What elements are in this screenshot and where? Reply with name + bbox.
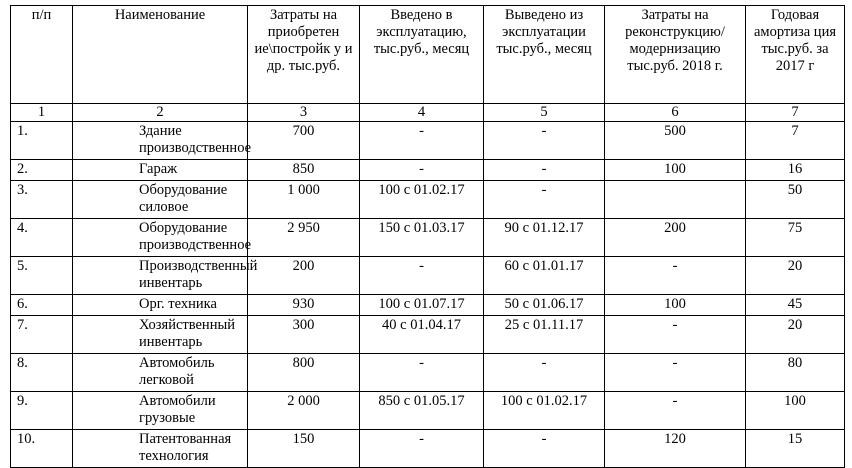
cost-cell: 200	[248, 257, 360, 295]
table-row	[11, 354, 845, 392]
asset-name: Автомобили грузовые	[73, 392, 248, 430]
column-number: 1	[11, 104, 73, 122]
reconstruction-cell: 120	[605, 430, 746, 468]
amortization-cell: 7	[746, 122, 845, 160]
column-number: 7	[746, 104, 845, 122]
row-number: 7.	[11, 316, 73, 354]
table-row	[11, 392, 845, 430]
commissioned-cell: -	[360, 257, 484, 295]
row-number: 6.	[11, 295, 73, 316]
table-row	[11, 122, 845, 160]
header-commissioned: Введено в эксплуатацию, тыс.руб., месяц	[360, 6, 484, 104]
row-number: 10.	[11, 430, 73, 468]
asset-name: Производственный инвентарь	[73, 257, 248, 295]
header-row	[11, 6, 845, 104]
reconstruction-cell	[605, 181, 746, 219]
asset-name: Орг. техника	[73, 295, 248, 316]
asset-name: Хозяйственный инвентарь	[73, 316, 248, 354]
asset-table	[10, 5, 845, 468]
commissioned-cell: 100 с 01.07.17	[360, 295, 484, 316]
cost-cell: 300	[248, 316, 360, 354]
commissioned-cell: 150 с 01.03.17	[360, 219, 484, 257]
header-decommissioned: Выведено из эксплуатации тыс.руб., месяц	[484, 6, 605, 104]
cost-cell: 850	[248, 160, 360, 181]
table-row	[11, 219, 845, 257]
cost-cell: 2 950	[248, 219, 360, 257]
column-number: 6	[605, 104, 746, 122]
row-number: 9.	[11, 392, 73, 430]
row-number: 8.	[11, 354, 73, 392]
header-name: Наименование	[73, 6, 248, 104]
decommissioned-cell: 50 с 01.06.17	[484, 295, 605, 316]
decommissioned-cell: 90 с 01.12.17	[484, 219, 605, 257]
amortization-cell: 20	[746, 257, 845, 295]
reconstruction-cell: -	[605, 257, 746, 295]
decommissioned-cell: 25 с 01.11.17	[484, 316, 605, 354]
commissioned-cell: 850 с 01.05.17	[360, 392, 484, 430]
amortization-cell: 45	[746, 295, 845, 316]
commissioned-cell: -	[360, 160, 484, 181]
table-row	[11, 257, 845, 295]
asset-name: Патентованная технология	[73, 430, 248, 468]
cost-cell: 2 000	[248, 392, 360, 430]
column-number: 5	[484, 104, 605, 122]
asset-name: Автомобиль легковой	[73, 354, 248, 392]
reconstruction-cell: 100	[605, 295, 746, 316]
column-number-row	[11, 104, 845, 122]
reconstruction-cell: -	[605, 354, 746, 392]
decommissioned-cell: 60 с 01.01.17	[484, 257, 605, 295]
cost-cell: 930	[248, 295, 360, 316]
amortization-cell: 15	[746, 430, 845, 468]
header-cost: Затраты на приобретен ие\постройк у и др. тыс.руб.	[248, 6, 360, 104]
reconstruction-cell: 500	[605, 122, 746, 160]
decommissioned-cell: -	[484, 122, 605, 160]
header-amortization: Годовая амортиза ция тыс.руб. за 2017 г	[746, 6, 845, 104]
column-number: 4	[360, 104, 484, 122]
column-number: 3	[248, 104, 360, 122]
table-body	[11, 122, 845, 468]
amortization-cell: 50	[746, 181, 845, 219]
reconstruction-cell: -	[605, 392, 746, 430]
amortization-cell: 100	[746, 392, 845, 430]
reconstruction-cell: 200	[605, 219, 746, 257]
row-number: 5.	[11, 257, 73, 295]
asset-name: Здание производственное	[73, 122, 248, 160]
reconstruction-cell: 100	[605, 160, 746, 181]
table-row	[11, 295, 845, 316]
commissioned-cell: -	[360, 430, 484, 468]
amortization-cell: 20	[746, 316, 845, 354]
header-reconstruction: Затраты на реконструкцию/ модернизацию тыс.руб. 2018 г.	[605, 6, 746, 104]
commissioned-cell: 100 с 01.02.17	[360, 181, 484, 219]
row-number: 1.	[11, 122, 73, 160]
decommissioned-cell: 100 с 01.02.17	[484, 392, 605, 430]
decommissioned-cell: -	[484, 354, 605, 392]
row-number: 4.	[11, 219, 73, 257]
row-number: 2.	[11, 160, 73, 181]
reconstruction-cell: -	[605, 316, 746, 354]
cost-cell: 1 000	[248, 181, 360, 219]
column-number: 2	[73, 104, 248, 122]
cost-cell: 700	[248, 122, 360, 160]
decommissioned-cell: -	[484, 430, 605, 468]
table-row	[11, 316, 845, 354]
cost-cell: 800	[248, 354, 360, 392]
asset-name: Оборудование силовое	[73, 181, 248, 219]
commissioned-cell: -	[360, 122, 484, 160]
asset-name: Гараж	[73, 160, 248, 181]
table-row	[11, 181, 845, 219]
commissioned-cell: -	[360, 354, 484, 392]
amortization-cell: 75	[746, 219, 845, 257]
decommissioned-cell: -	[484, 181, 605, 219]
commissioned-cell: 40 с 01.04.17	[360, 316, 484, 354]
table-row	[11, 160, 845, 181]
cost-cell: 150	[248, 430, 360, 468]
header-index: п/п	[11, 6, 73, 104]
row-number: 3.	[11, 181, 73, 219]
decommissioned-cell: -	[484, 160, 605, 181]
amortization-cell: 16	[746, 160, 845, 181]
amortization-cell: 80	[746, 354, 845, 392]
asset-name: Оборудование производственное	[73, 219, 248, 257]
